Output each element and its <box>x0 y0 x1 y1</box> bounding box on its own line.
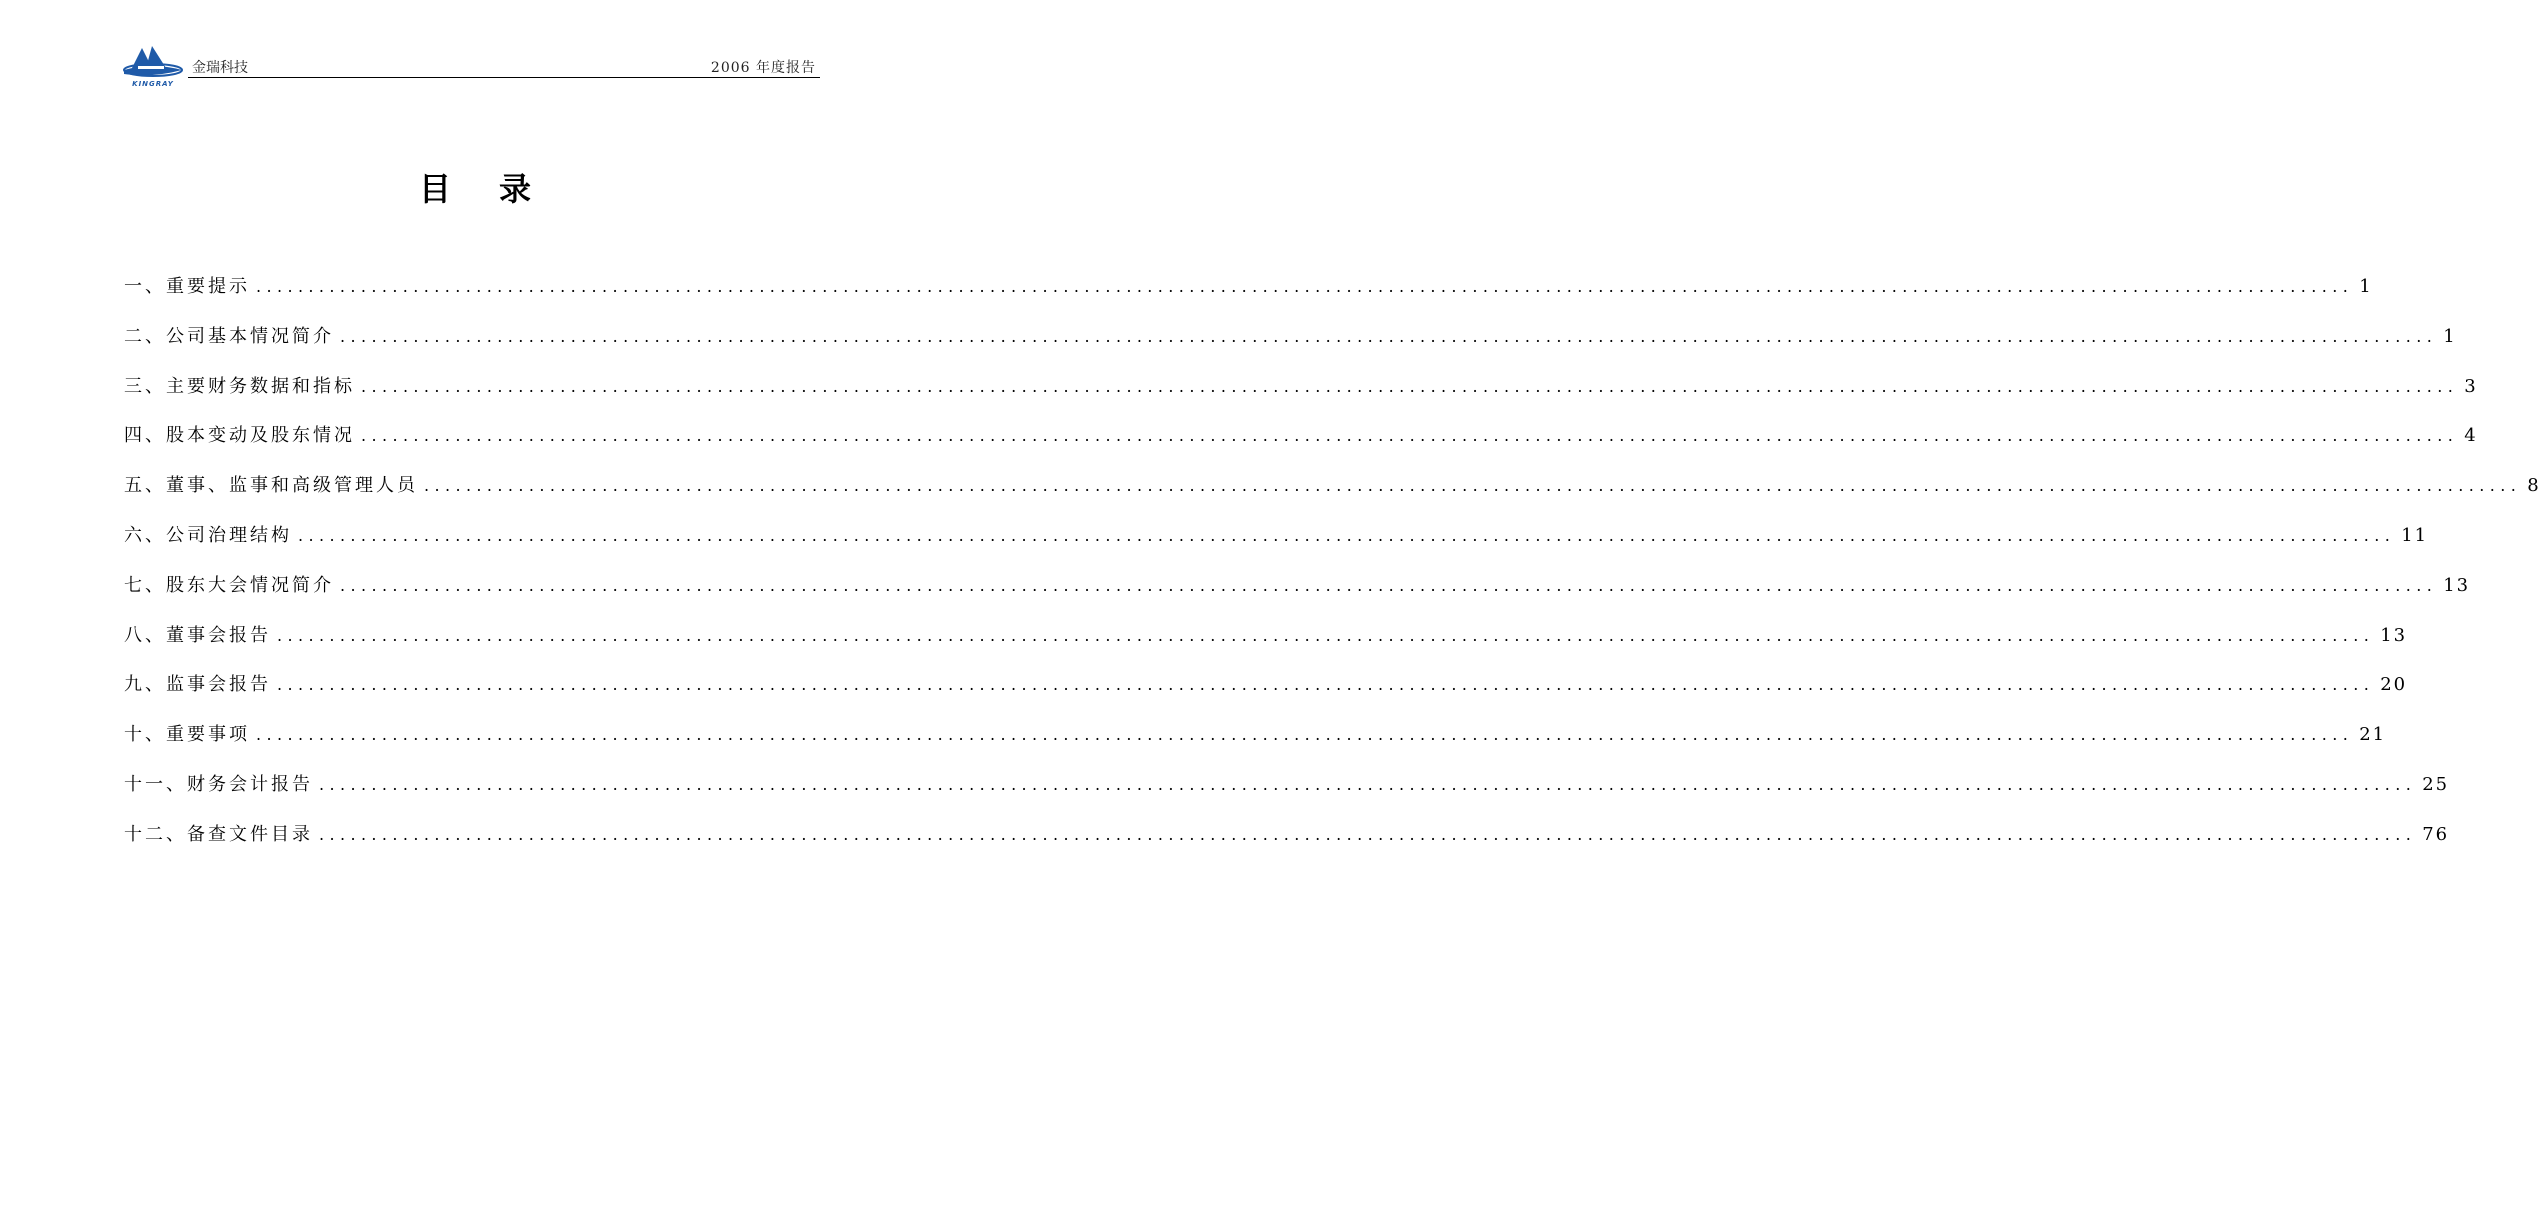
page-title <box>0 164 950 210</box>
toc-leader-dots: ........................................................................................................................................................................................................ <box>424 476 2522 496</box>
toc-entry[interactable] <box>124 770 2450 820</box>
toc-entry[interactable] <box>124 820 2450 870</box>
toc-leader-dots: ........................................................................................................................................................................................................ <box>319 774 2417 794</box>
toc-leader-dots: ........................................................................................................................................................................................................ <box>298 525 2396 545</box>
header-report-title: 2006 年度报告 <box>710 60 816 76</box>
toc-entry-page: 3 <box>2464 375 2478 397</box>
toc-entry-label: 十一、财务会计报告 <box>124 773 313 795</box>
title-char-2: 录 <box>499 170 532 208</box>
toc-entry-page: 21 <box>2359 724 2387 746</box>
toc-entry-label: 七、股东大会情况简介 <box>124 574 334 596</box>
toc-entry[interactable] <box>124 272 2373 322</box>
header-company-name: 金瑞科技 <box>192 60 248 76</box>
toc-leader-dots: ........................................................................................................................................................................................................ <box>277 625 2375 645</box>
toc-entry[interactable] <box>124 571 2471 621</box>
toc-entry-label: 六、公司治理结构 <box>124 524 292 546</box>
toc-entry-label: 四、股本变动及股东情况 <box>124 425 355 447</box>
toc-entry-page: 4 <box>2464 425 2478 447</box>
toc-entry[interactable] <box>124 521 2429 571</box>
toc-entry-page: 8 <box>2527 475 2541 497</box>
toc-entry-page: 1 <box>2359 276 2373 297</box>
toc-entry[interactable] <box>124 471 2541 521</box>
page-header <box>122 44 820 88</box>
toc-entry[interactable] <box>124 720 2387 770</box>
toc-entry[interactable] <box>124 322 2457 372</box>
toc-entry-label: 十、重要事项 <box>124 724 250 746</box>
toc-entry-label: 九、监事会报告 <box>124 674 271 696</box>
toc-entry-label: 一、重要提示 <box>124 276 250 297</box>
toc-entry-label: 二、公司基本情况简介 <box>124 325 334 347</box>
toc-entry-label: 五、董事、监事和高级管理人员 <box>124 475 418 497</box>
toc-entry-label: 八、董事会报告 <box>124 624 271 646</box>
toc-entry-page: 20 <box>2380 674 2408 696</box>
toc-leader-dots: ........................................................................................................................................................................................................ <box>340 575 2438 595</box>
toc-entry-page: 11 <box>2401 524 2429 546</box>
toc-entry-page: 76 <box>2422 823 2450 845</box>
toc-leader-dots: ........................................................................................................................................................................................................ <box>319 824 2417 844</box>
toc-entry-page: 13 <box>2443 574 2471 596</box>
table-of-contents <box>124 272 2541 870</box>
title-char-1: 目 <box>418 170 451 208</box>
toc-entry[interactable] <box>124 372 2478 422</box>
svg-text:KINGRAY: KINGRAY <box>132 80 174 88</box>
toc-leader-dots: ........................................................................................................................................................................................................ <box>340 326 2438 346</box>
toc-entry-label: 十二、备查文件目录 <box>124 823 313 845</box>
kingray-logo-icon <box>122 44 184 88</box>
toc-leader-dots: ........................................................................................................................................................................................................ <box>256 725 2354 745</box>
toc-entry[interactable] <box>124 621 2408 671</box>
toc-entry[interactable] <box>124 421 2478 471</box>
toc-leader-dots: ........................................................................................................................................................................................................ <box>361 376 2459 396</box>
toc-entry-page: 25 <box>2422 773 2450 795</box>
toc-leader-dots: ........................................................................................................................................................................................................ <box>277 675 2375 695</box>
toc-entry[interactable] <box>124 670 2408 720</box>
toc-entry-label: 三、主要财务数据和指标 <box>124 375 355 397</box>
toc-entry-page: 13 <box>2380 624 2408 646</box>
header-divider <box>188 77 820 78</box>
toc-entry-page: 1 <box>2443 325 2457 347</box>
toc-leader-dots: ........................................................................................................................................................................................................ <box>361 426 2459 446</box>
toc-leader-dots: ........................................................................................................................................................................................................ <box>256 277 2354 296</box>
